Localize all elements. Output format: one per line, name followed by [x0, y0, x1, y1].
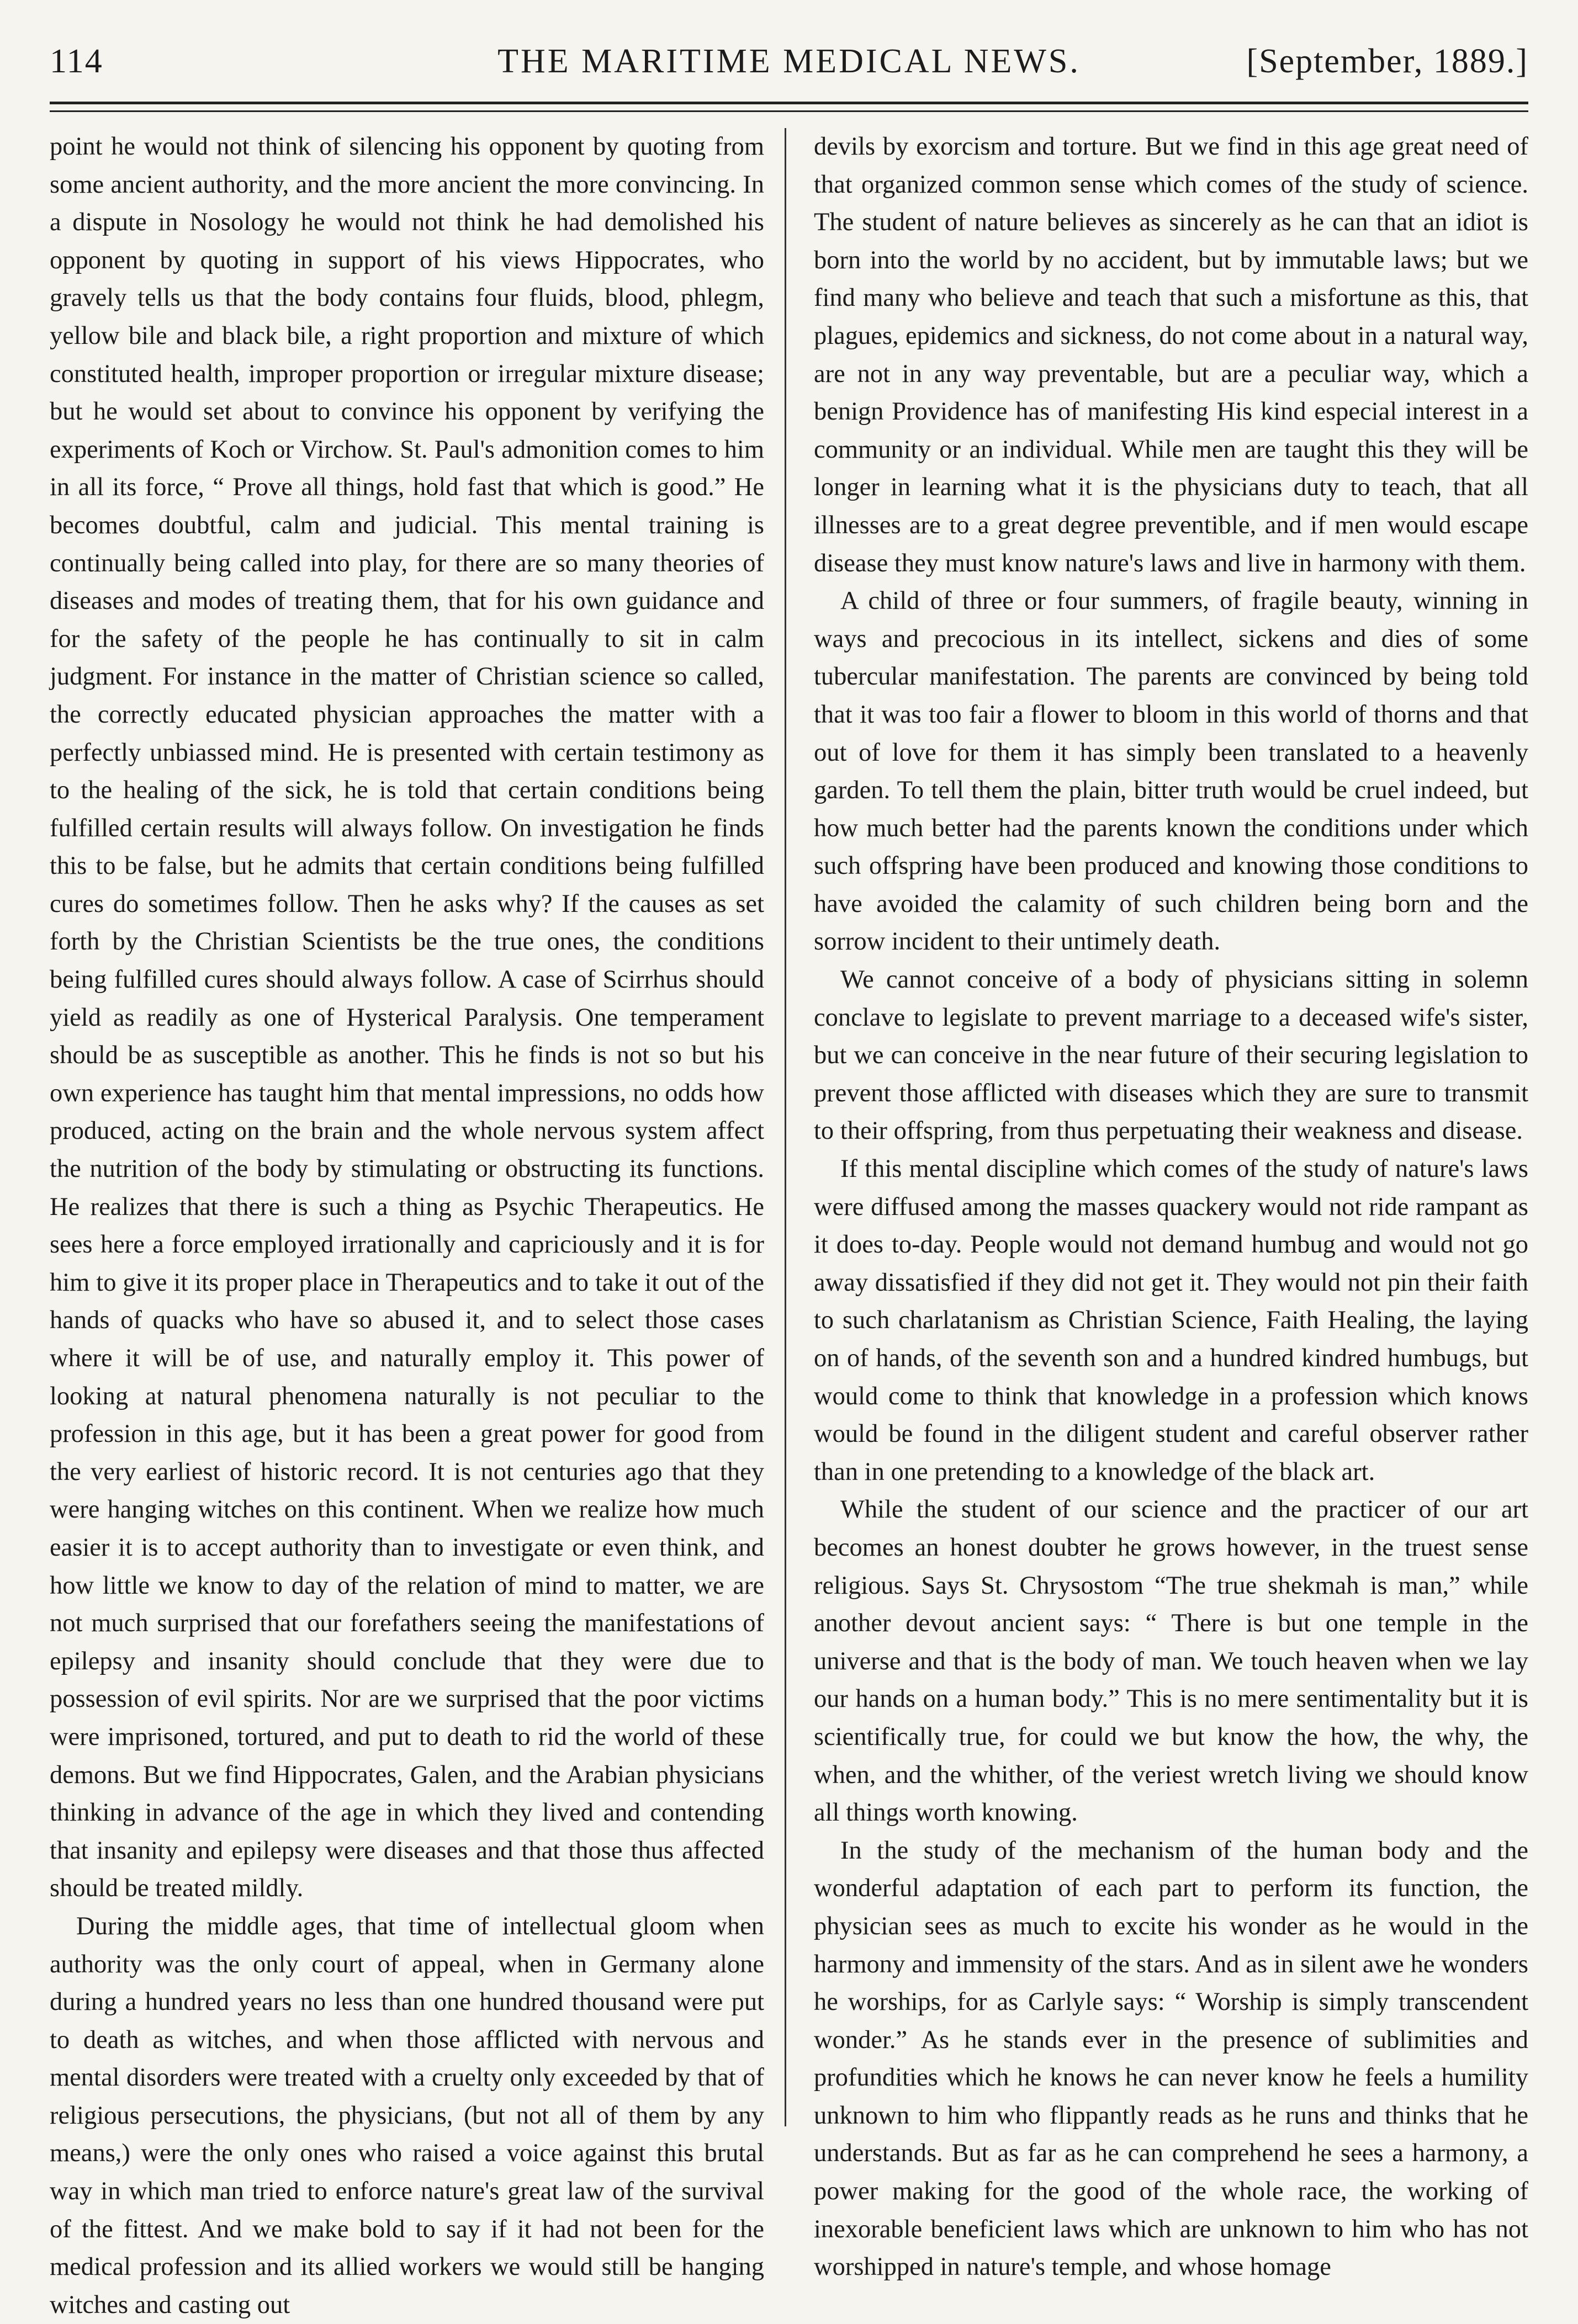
left-column — [50, 128, 764, 2319]
paragraph: We cannot conceive of a body of physicians sitting in solemn conclave to legislate to prevent marriage to a deceased wife's sister, but we can conceive in the near future of their securing legislation to prevent those afflicted with diseases which they are sure to transmit to their offspring, from thus perpetuating their weakness and disease. — [814, 965, 1528, 1145]
header-rule-thick — [50, 102, 1528, 104]
right-column — [814, 128, 1528, 2281]
paragraph: If this mental discipline which comes of the study of nature's laws were diffused among the masses quackery would not ride rampant as it does to-day. People would not demand humbug and would not go away dissatisfied if they did not get it. They would not pin their faith to such charlatanism as Christian Science, Faith Healing, the laying on of hands, of the seventh son and a hundred kindred humbugs, but would come to think that knowledge in a profession which knows would be found in the diligent student and careful observer rather than in one pretending to a knowledge of the black art. — [814, 1155, 1528, 1486]
paragraph: devils by exorcism and torture. But we find in this age great need of that organized common sense which comes of the study of science. The student of nature believes as sincerely as he can that an idiot is born into the world by no accident, but by immutable laws; but we find many who believe and teach that such a misfortune as this, that plagues, epidemics and sickness, do not come about in a natural way, are not in any way preventable, but are a peculiar way, which a benign Providence has of manifesting His kind especial interest in a community or an individual. While men are taught this they will be longer in learning what it is the physicians duty to teach, that all illnesses are to a great degree preventible, and if men would escape disease they must know nature's laws and live in harmony with them. — [814, 132, 1528, 577]
issue-date: [September, 1889.] — [1246, 43, 1528, 80]
paragraph: point he would not think of silencing his opponent by quoting from some ancient authority, and the more ancient the more convincing. In a dispute in Nosology he would not think he had demolished his opponent by quoting in support of his views Hippocrates, who gravely tells us that the body contains four fluids, blood, phlegm, yellow bile and black bile, a right proportion and mixture of which constituted health, improper proportion or irregular mixture disease; but he would set about to convince his opponent by verifying the experiments of Koch or Virchow. St. Paul's admonition comes to him in all its force, “ Prove all things, hold fast that which is good.” He becomes doubtful, calm and judicial. This mental training is continually being called into play, for there are so many theories of diseases and modes of treating them, that for his own guidance and for the safety of the people he has continually to sit in calm judgment. For instance in the matter of Christian science so called, the correctly educated physician approaches the matter with a perfectly unbiassed mind. He is presented with certain testimony as to the healing of the sick, he is told that certain conditions being fulfilled certain results will always follow. On investigation he finds this to be false, but he admits that certain conditions being fulfilled cures do sometimes follow. Then he asks why? If the causes as set forth by the Christian Scientists be the true ones, the conditions being fulfilled cures should always follow. A case of Scirrhus should yield as readily as one of Hysterical Paralysis. One temperament should be as susceptible as another. This he finds is not so but his own experience has taught him that mental impressions, no odds how produced, acting on the brain and the whole nervous system affect the nutrition of the body by stimulating or obstructing its functions. He realizes that there is such a thing as Psychic Therapeutics. He sees here a force employed irrationally and capriciously and it is for him to give it its proper place in Therapeutics and to take it out of the hands of quacks who have so abused it, and to select those cases where it will be of use, and naturally employ it. This power of looking at natural phenomena naturally is not peculiar to the profession in this age, but it has been a great power for good from the very earliest of historic record. It is not centuries ago that they were hanging witches on this continent. When we realize how much easier it is to accept authority than to investigate or even think, and how little we know to day of the relation of mind to matter, we are not much surprised that our forefathers seeing the manifestations of epilepsy and insanity should conclude that they were due to possession of evil spirits. Nor are we surprised that the poor victims were imprisoned, tortured, and put to death to rid the world of these demons. But we find Hippocrates, Galen, and the Arabian physicians thinking in advance of the age in which they lived and contending that insanity and epilepsy were diseases and that those thus affected should be treated mildly. — [50, 132, 764, 1903]
page-number: 114 — [50, 43, 103, 80]
running-header — [50, 22, 1528, 105]
article-body — [50, 128, 1528, 2319]
paragraph: In the study of the mechanism of the human body and the wonderful adaptation of each part to perform its function, the physician sees as much to excite his wonder as he would in the harmony and immensity of the stars. And as in silent awe he wonders he worships, for as Carlyle says: “ Worship is simply transcendent wonder.” As he stands ever in the presence of sublimities and profundities which he knows he can never know he feels a humility unknown to him who flippantly reads as he runs and thinks that he understands. But as far as he can comprehend he sees a harmony, a power making for the good of the whole race, the working of inexorable beneficient laws which are unknown to him who has not worshipped in nature's temple, and whose homage — [814, 1836, 1528, 2281]
paragraph: A child of three or four summers, of fragile beauty, winning in ways and precocious in its intellect, sickens and dies of some tubercular manifestation. The parents are convinced by being told that it was too fair a flower to bloom in this world of thorns and that out of love for them it has simply been translated to a heavenly garden. To tell them the plain, bitter truth would be cruel indeed, but how much better had the parents known the conditions under which such offspring have been produced and knowing those conditions to have avoided the calamity of such children being born and the sorrow incident to their untimely death. — [814, 587, 1528, 956]
paragraph: While the student of our science and the practicer of our art becomes an honest doubter he grows however, in the truest sense religious. Says St. Chrysostom “The true shekmah is man,” while another devout ancient says: “ There is but one temple in the universe and that is the body of man. We touch heaven when we lay our hands on a human body.” This is no mere sentimentality but it is scientifically true, for could we but know the how, the why, the when, and the whither, of the veriest wretch living we should know all things worth knowing. — [814, 1495, 1528, 1827]
header-rule-thin — [50, 110, 1528, 112]
paragraph: During the middle ages, that time of intellectual gloom when authority was the only court of appeal, when in Germany alone during a hundred years no less than one hundred thousand were put to death as witches, and when those afflicted with nervous and mental disorders were treated with a cruelty only exceeded by that of religious persecutions, the physicians, (but not all of them by any means,) were the only ones who raised a voice against this brutal way in which man tried to enforce nature's great law of the survival of the fittest. And we make bold to say if it had not been for the medical profession and its allied workers we would still be hanging witches and casting out — [50, 1912, 764, 2319]
journal-title: THE MARITIME MEDICAL NEWS. — [497, 43, 1081, 80]
column-divider — [785, 128, 786, 2126]
